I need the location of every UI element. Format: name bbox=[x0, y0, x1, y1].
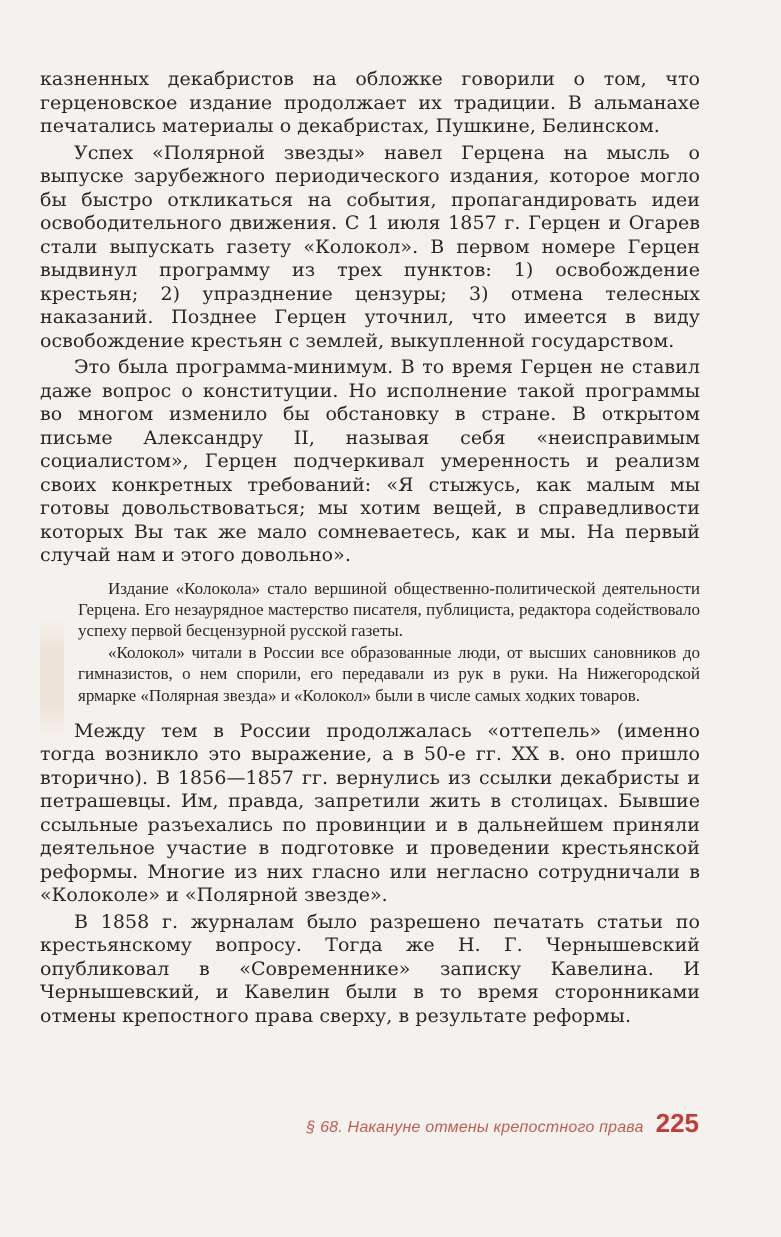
paragraph-4: Между тем в России продолжалась «оттепель» (именно тогда возникло это выражение, а в 50-е гг. XX в. оно пришло вторично). В 1856—1857 гг. вернулись из ссылки декабристы и петрашевцы. Им, правда, запретили жить в столицах. Бывшие ссыльные разъехались по провинции и в дальнейшем приняли деятельное участие в подготовке и проведении крестьянской реформы. Многие из них гласно или негласно сотрудничали в «Колоколе» и «Полярной звезде». bbox=[40, 719, 700, 907]
insert-paragraph-2: «Колокол» читали в России все образованные люди, от высших сановников до гимназистов, о нем спорили, его передавали из рук в руки. На Нижегородской ярмарке «Полярная звезда» и «Колокол» были в числе самых ходких товаров. bbox=[78, 642, 700, 705]
paragraph-1: казненных декабристов на обложке говорили о том, что герценовское издание продолжает их традиции. В альманахе печатались материалы о декабристах, Пушкине, Белинском. bbox=[40, 68, 700, 137]
insert-decoration bbox=[40, 618, 64, 738]
page-footer bbox=[306, 1108, 699, 1139]
insert-box bbox=[40, 578, 700, 706]
main-text-column bbox=[40, 68, 700, 1028]
section-title: § 68. Накануне отмены крепостного права bbox=[306, 1119, 644, 1136]
paragraph-3: Это была программа-минимум. В то время Герцен не ставил даже вопрос о конституции. Но исполнение такой программы во многом изменило бы обстановку в стране. В открытом письме Александру II, называя себя «неисправимым социалистом», Герцен подчеркивал умеренность и реализм своих конкретных требований: «Я стыжусь, как малым мы готовы довольствоваться; мы хотим вещей, в справедливости которых Вы так же мало сомневаетесь, как и мы. На первый случай нам и этого довольно». bbox=[40, 356, 700, 566]
paragraph-5: В 1858 г. журналам было разрешено печатать статьи по крестьянскому вопросу. Тогда же Н. Г. Чернышевский опубликовал в «Современнике» записку Кавелина. И Чернышевский, и Кавелин были в то время сторонниками отмены крепостного права сверху, в результате реформы. bbox=[40, 910, 700, 1027]
page-number: 225 bbox=[655, 1108, 699, 1138]
paragraph-2: Успех «Полярной звезды» навел Герцена на мысль о выпуске зарубежного периодического издания, которое могло бы быстро откликаться на события, пропагандировать идеи освободительного движения. С 1 июля 1857 г. Герцен и Огарев стали выпускать газету «Колокол». В первом номере Герцен выдвинул программу из трех пунктов: 1) освобождение крестьян; 2) упразднение цензуры; 3) отмена телесных наказаний. Позднее Герцен уточнил, что имеется в виду освобождение крестьян с землей, выкупленной государством. bbox=[40, 141, 700, 352]
insert-paragraph-1: Издание «Колокола» стало вершиной общественно-политической деятельности Герцена. Его незаурядное мастерство писателя, публициста, редактора содействовало успеху первой бесцензурной русской газеты. bbox=[78, 578, 700, 641]
